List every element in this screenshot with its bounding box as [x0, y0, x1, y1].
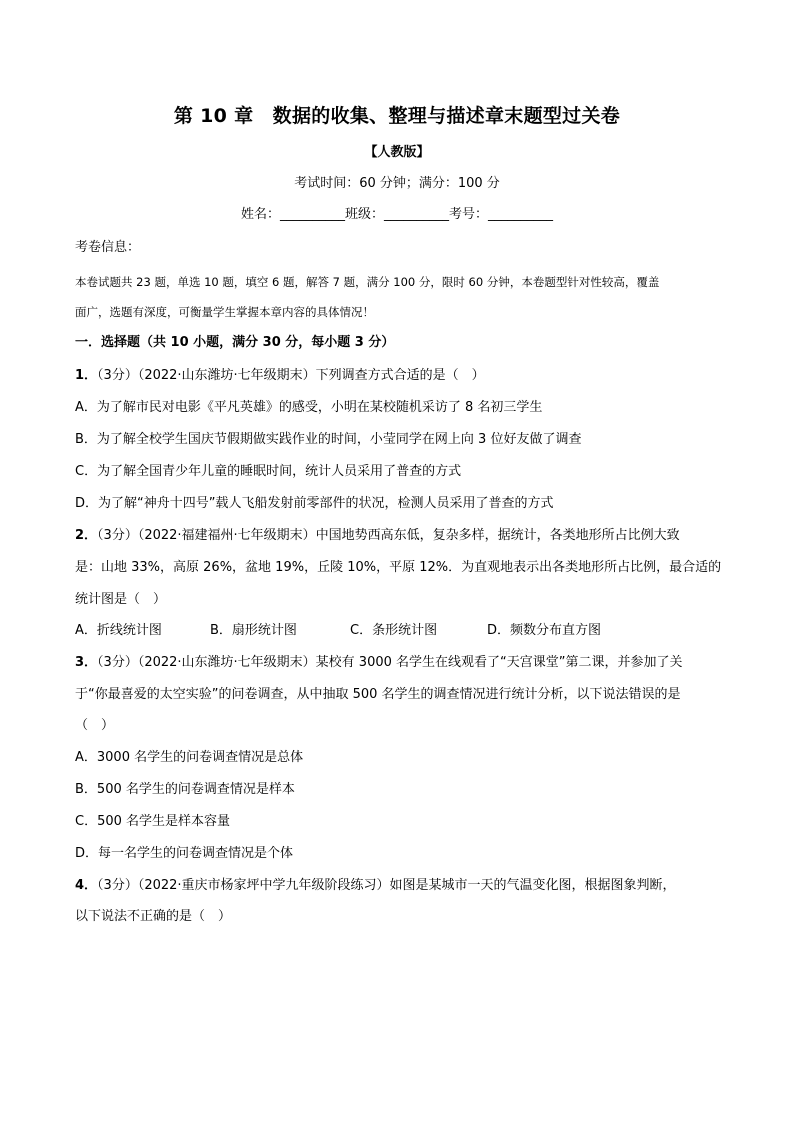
- question-3-stem-line-2: 于“你最喜爱的太空实验”的问卷调查，从中抽取 500 名学生的调查情况进行统计分析，以下说法错误的是: [75, 687, 681, 702]
- question-2-option-c: C．条形统计图: [350, 623, 438, 638]
- question-3-option-b: B．500 名学生的问卷调查情况是样本: [75, 782, 295, 797]
- question-2-stem-line-2: 是：山地 33%，高原 26%，盆地 19%，丘陵 10%，平原 12%．为直观地表示出各类地形所占比例，最合适的: [75, 560, 722, 575]
- notice-line-1: 本卷试题共 23 题，单选 10 题，填空 6 题，解答 7 题，满分 100 分，限时 60 分钟，本卷题型针对性较高，覆盖: [75, 275, 660, 289]
- question-3-option-a: A．3000 名学生的问卷调查情况是总体: [75, 750, 304, 765]
- edition-label: 【人教版】: [364, 145, 430, 160]
- exam-info: 考试时间：60 分钟；满分：100 分: [294, 176, 500, 191]
- question-4-stem: [75, 877, 725, 895]
- question-3-option-d: D．每一名学生的问卷调查情况是个体: [75, 846, 294, 861]
- page-title: 第 10 章 数据的收集、整理与描述章末题型过关卷: [173, 105, 621, 127]
- question-text: （3分）（2022·山东潍坊·七年级期末）下列调查方式合适的是（ ）: [97, 368, 485, 383]
- question-number: 3．: [75, 655, 98, 670]
- question-1-option-d: D．为了解“神舟十四号”载人飞船发射前零部件的状况，检测人员采用了普查的方式: [75, 496, 554, 511]
- question-4-stem-line-2: 以下说法不正确的是（ ）: [75, 909, 232, 924]
- question-number: 2．: [75, 528, 98, 543]
- question-text: （3分）（2022·重庆市杨家坪中学九年级阶段练习）如图是某城市一天的气温变化图，根据图象判断，: [97, 878, 676, 893]
- question-number: 4．: [75, 878, 98, 893]
- student-info-fields: 姓名：__________班级：__________考号：__________: [240, 207, 553, 222]
- question-1-stem: [75, 367, 725, 385]
- question-3-option-c: C．500 名学生是样本容量: [75, 814, 231, 829]
- question-1-option-c: C．为了解全国青少年儿童的睡眠时间，统计人员采用了普查的方式: [75, 464, 462, 479]
- notice-label: 考卷信息：: [75, 240, 141, 255]
- question-2-options: [75, 622, 725, 640]
- question-2-stem-line-3: 统计图是（ ）: [75, 592, 167, 607]
- question-3-stem: [75, 654, 725, 672]
- question-1-option-b: B．为了解全校学生国庆节假期做实践作业的时间，小莹同学在网上向 3 位好友做了调查: [75, 432, 582, 447]
- question-text: （3分）（2022·福建福州·七年级期末）中国地势西高东低，复杂多样，据统计，各类地形所占比例大致: [97, 528, 680, 543]
- question-text: （3分）（2022·山东潍坊·七年级期末）某校有 3000 名学生在线观看了“天宫课堂”第二课，并参加了关: [97, 655, 683, 670]
- notice-line-2: 面广，选题有深度，可衡量学生掌握本章内容的具体情况！: [75, 305, 374, 319]
- question-2-option-a: A．折线统计图: [75, 623, 162, 638]
- section-heading: 一．选择题（共 10 小题，满分 30 分，每小题 3 分）: [75, 335, 395, 350]
- question-2-stem: [75, 527, 725, 545]
- question-1-option-a: A．为了解市民对电影《平凡英雄》的感受，小明在某校随机采访了 8 名初三学生: [75, 400, 543, 415]
- question-3-stem-line-3: （ ）: [75, 718, 115, 733]
- question-number: 1．: [75, 368, 98, 383]
- question-2-option-b: B．扇形统计图: [210, 623, 297, 638]
- question-2-option-d: D．频数分布直方图: [487, 623, 602, 638]
